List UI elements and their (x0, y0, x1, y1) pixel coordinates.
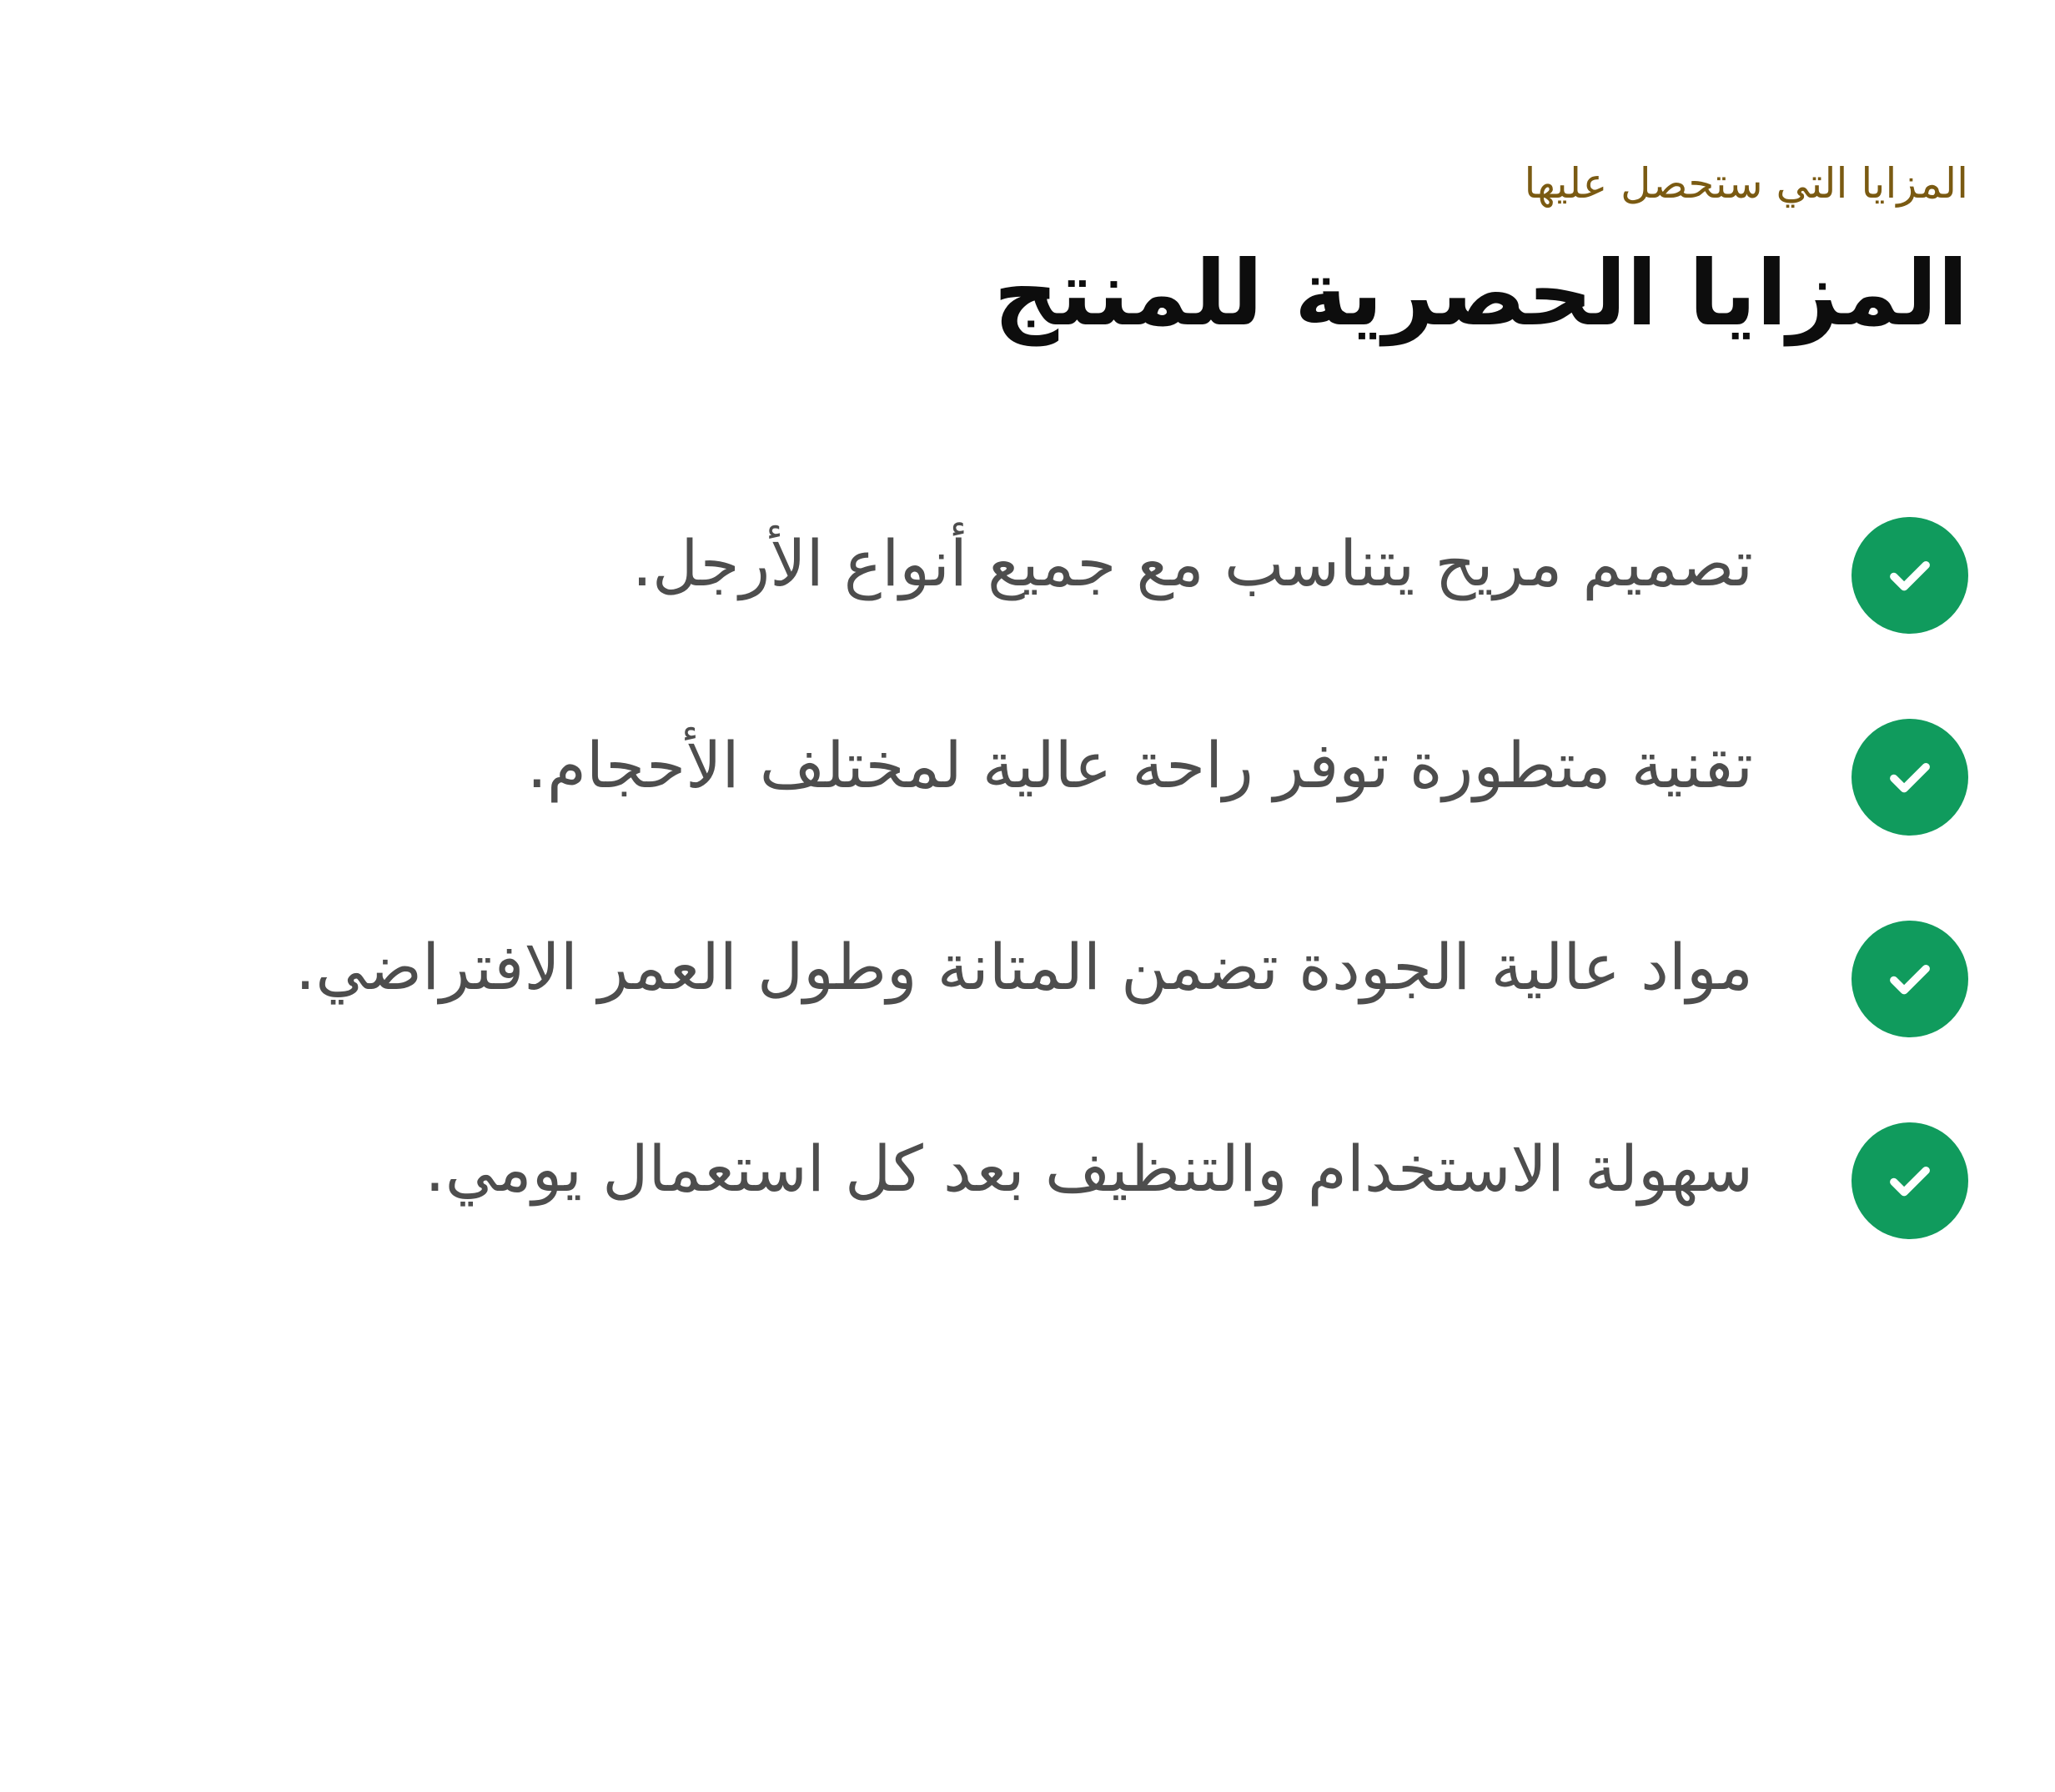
section-eyebrow: المزايا التي ستحصل عليها (1524, 159, 1968, 208)
check-circle-icon (1852, 1122, 1968, 1239)
feature-text: مواد عالية الجودة تضمن المتانة وطول العمر الافتراضي. (295, 930, 1753, 1004)
check-mark-icon (1882, 1153, 1937, 1208)
feature-text: سهولة الاستخدام والتنظيف بعد كل استعمال يومي. (425, 1132, 1753, 1206)
feature-item (58, 492, 1968, 635)
check-circle-icon (1852, 517, 1968, 634)
section-title: المزايا الحصرية للمنتج (993, 242, 1968, 346)
feature-item (58, 896, 1968, 1039)
feature-text: تصميم مريح يتناسب مع جميع أنواع الأرجل. (631, 526, 1753, 600)
check-mark-icon (1882, 750, 1937, 805)
feature-item (58, 694, 1968, 837)
feature-list (58, 492, 1968, 1299)
check-circle-icon (1852, 921, 1968, 1037)
check-circle-icon (1852, 719, 1968, 836)
feature-text: تقنية متطورة توفر راحة عالية لمختلف الأحجام. (526, 728, 1753, 802)
feature-item (58, 1097, 1968, 1241)
check-mark-icon (1882, 951, 1937, 1006)
check-mark-icon (1882, 548, 1937, 603)
